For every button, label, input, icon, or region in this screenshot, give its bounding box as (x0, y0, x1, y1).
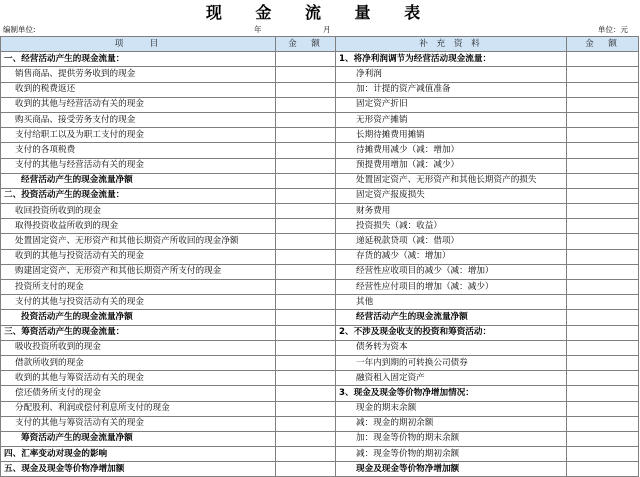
table-row (1, 355, 639, 370)
table-row (1, 143, 639, 158)
supplement-amount[interactable] (567, 416, 639, 431)
item-label: 收到的其他与经营活动有关的现金 (1, 97, 276, 112)
item-label: 投资所支付的现金 (1, 280, 276, 295)
supplement-amount[interactable] (567, 264, 639, 279)
item-amount[interactable] (276, 295, 336, 310)
supplement-label: 1、将净利润调节为经营活动现金流量： (336, 52, 567, 67)
item-amount[interactable] (276, 340, 336, 355)
item-amount[interactable] (276, 143, 336, 158)
supplement-label: 减：现金的期初余额 (336, 416, 567, 431)
item-label: 筹资活动产生的现金流量净额 (1, 431, 276, 446)
table-row (1, 67, 639, 82)
item-amount[interactable] (276, 401, 336, 416)
supplement-label: 待摊费用减少（减：增加） (336, 143, 567, 158)
supplement-label: 融资租入固定资产 (336, 371, 567, 386)
supplement-label: 递延税款贷项（减：借项） (336, 234, 567, 249)
table-row (1, 234, 639, 249)
item-label: 收到的其他与投资活动有关的现金 (1, 249, 276, 264)
table-row (1, 158, 639, 173)
supplement-amount[interactable] (567, 234, 639, 249)
supplement-label: 经营活动产生的现金流量净额 (336, 310, 567, 325)
item-amount[interactable] (276, 67, 336, 82)
item-amount[interactable] (276, 416, 336, 431)
supplement-label: 加：现金等价物的期末余额 (336, 431, 567, 446)
supplement-amount[interactable] (567, 462, 639, 477)
header-item: 项 目 (1, 37, 276, 52)
supplement-label: 减：现金等价物的期初余额 (336, 447, 567, 462)
cash-flow-table (0, 36, 639, 477)
table-row (1, 431, 639, 446)
table-row (1, 310, 639, 325)
table-row (1, 280, 639, 295)
item-amount[interactable] (276, 264, 336, 279)
item-label: 偿还债务所支付的现金 (1, 386, 276, 401)
table-row (1, 401, 639, 416)
company-label: 编制单位: (3, 25, 36, 34)
item-amount[interactable] (276, 82, 336, 97)
supplement-amount[interactable] (567, 447, 639, 462)
supplement-label: 2、不涉及现金收支的投资和筹资活动： (336, 325, 567, 340)
item-label: 支付的其他与投资活动有关的现金 (1, 295, 276, 310)
supplement-label: 无形资产摊销 (336, 112, 567, 127)
supplement-amount[interactable] (567, 386, 639, 401)
item-amount[interactable] (276, 173, 336, 188)
item-amount[interactable] (276, 249, 336, 264)
header-amount: 金 额 (276, 37, 336, 52)
supplement-amount[interactable] (567, 280, 639, 295)
item-amount[interactable] (276, 188, 336, 203)
supplement-label: 加：计提的资产减值准备 (336, 82, 567, 97)
table-row (1, 112, 639, 127)
month-label: 月 (323, 25, 331, 34)
supplement-amount[interactable] (567, 82, 639, 97)
supplement-label: 债务转为资本 (336, 340, 567, 355)
supplement-label: 财务费用 (336, 204, 567, 219)
table-row (1, 264, 639, 279)
item-label: 吸收投资所收到的现金 (1, 340, 276, 355)
item-amount[interactable] (276, 431, 336, 446)
item-label: 支付的其他与经营活动有关的现金 (1, 158, 276, 173)
item-label: 取得投资收益所收到的现金 (1, 219, 276, 234)
supplement-amount[interactable] (567, 52, 639, 67)
unit-label: 单位：元 (598, 25, 628, 34)
year-label: 年 (254, 25, 262, 34)
table-row (1, 340, 639, 355)
supplement-amount[interactable] (567, 371, 639, 386)
supplement-label: 长期待摊费用摊销 (336, 128, 567, 143)
table-row (1, 204, 639, 219)
supplement-label: 现金及现金等价物净增加额 (336, 462, 567, 477)
supplement-amount[interactable] (567, 340, 639, 355)
supplement-amount[interactable] (567, 431, 639, 446)
item-label: 经营活动产生的现金流量净额 (1, 173, 276, 188)
supplement-amount[interactable] (567, 158, 639, 173)
supplement-label: 固定资产报废损失 (336, 188, 567, 203)
table-row (1, 447, 639, 462)
supplement-amount[interactable] (567, 173, 639, 188)
supplement-label: 经营性应付项目的增加（减：减少） (336, 280, 567, 295)
item-label: 收到的税费返还 (1, 82, 276, 97)
supplement-label: 固定资产折旧 (336, 97, 567, 112)
supplement-amount[interactable] (567, 355, 639, 370)
table-row (1, 219, 639, 234)
supplement-amount[interactable] (567, 112, 639, 127)
item-amount[interactable] (276, 234, 336, 249)
supplement-amount[interactable] (567, 325, 639, 340)
item-label: 处置固定资产、无形资产和其他长期资产所收回的现金净额 (1, 234, 276, 249)
supplement-amount[interactable] (567, 128, 639, 143)
item-amount[interactable] (276, 158, 336, 173)
supplement-amount[interactable] (567, 310, 639, 325)
supplement-amount[interactable] (567, 219, 639, 234)
supplement-label: 一年内到期的可转换公司债券 (336, 355, 567, 370)
item-amount[interactable] (276, 310, 336, 325)
item-amount[interactable] (276, 355, 336, 370)
item-label: 二、投资活动产生的现金流量： (1, 188, 276, 203)
table-row (1, 371, 639, 386)
item-label: 购买商品、接受劳务支付的现金 (1, 112, 276, 127)
item-label: 收回投资所收到的现金 (1, 204, 276, 219)
item-label: 购建固定资产、无形资产和其他长期资产所支付的现金 (1, 264, 276, 279)
supplement-label: 现金的期末余额 (336, 401, 567, 416)
item-amount[interactable] (276, 204, 336, 219)
item-label: 五、现金及现金等价物净增加额 (1, 462, 276, 477)
table-row (1, 295, 639, 310)
item-amount[interactable] (276, 112, 336, 127)
supplement-label: 其他 (336, 295, 567, 310)
supplement-label: 处置固定资产、无形资产和其他长期资产的损失 (336, 173, 567, 188)
table-row (1, 173, 639, 188)
header-supplement: 补 充 资 料 (336, 37, 567, 52)
supplement-amount[interactable] (567, 143, 639, 158)
supplement-amount[interactable] (567, 97, 639, 112)
supplement-amount[interactable] (567, 204, 639, 219)
supplement-label: 3、现金及现金等价物净增加情况： (336, 386, 567, 401)
item-label: 分配股利、利润或偿付利息所支付的现金 (1, 401, 276, 416)
item-label: 销售商品、提供劳务收到的现金 (1, 67, 276, 82)
supplement-amount[interactable] (567, 295, 639, 310)
item-label: 三、筹资活动产生的现金流量： (1, 325, 276, 340)
table-row (1, 97, 639, 112)
page-title: 现 金 流 量 表 (205, 3, 435, 22)
item-label: 支付的各项税费 (1, 143, 276, 158)
table-row (1, 128, 639, 143)
item-label: 支付给职工以及为职工支付的现金 (1, 128, 276, 143)
item-amount[interactable] (276, 219, 336, 234)
header-amount-2: 金 额 (567, 37, 639, 52)
supplement-amount[interactable] (567, 401, 639, 416)
item-amount[interactable] (276, 52, 336, 67)
item-amount[interactable] (276, 447, 336, 462)
supplement-label: 经营性应收项目的减少（减：增加） (336, 264, 567, 279)
table-row (1, 82, 639, 97)
table-row (1, 52, 639, 67)
supplement-amount[interactable] (567, 249, 639, 264)
supplement-label: 存货的减少（减：增加） (336, 249, 567, 264)
item-label: 投资活动产生的现金流量净额 (1, 310, 276, 325)
supplement-label: 投资损失（减：收益） (336, 219, 567, 234)
item-amount[interactable] (276, 128, 336, 143)
table-row (1, 325, 639, 340)
table-header-row (1, 37, 639, 52)
table-row (1, 188, 639, 203)
item-amount[interactable] (276, 462, 336, 477)
supplement-label: 净利润 (336, 67, 567, 82)
table-row (1, 386, 639, 401)
item-label: 收到的其他与筹资活动有关的现金 (1, 371, 276, 386)
item-amount[interactable] (276, 280, 336, 295)
item-label: 支付的其他与筹资活动有关的现金 (1, 416, 276, 431)
supplement-amount[interactable] (567, 188, 639, 203)
item-amount[interactable] (276, 97, 336, 112)
item-label: 一、经营活动产生的现金流量： (1, 52, 276, 67)
item-amount[interactable] (276, 386, 336, 401)
table-row (1, 249, 639, 264)
supplement-label: 预提费用增加（减：减少） (336, 158, 567, 173)
supplement-amount[interactable] (567, 67, 639, 82)
item-amount[interactable] (276, 325, 336, 340)
table-row (1, 462, 639, 477)
table-row (1, 416, 639, 431)
item-label: 四、汇率变动对现金的影响 (1, 447, 276, 462)
item-amount[interactable] (276, 371, 336, 386)
item-label: 借款所收到的现金 (1, 355, 276, 370)
